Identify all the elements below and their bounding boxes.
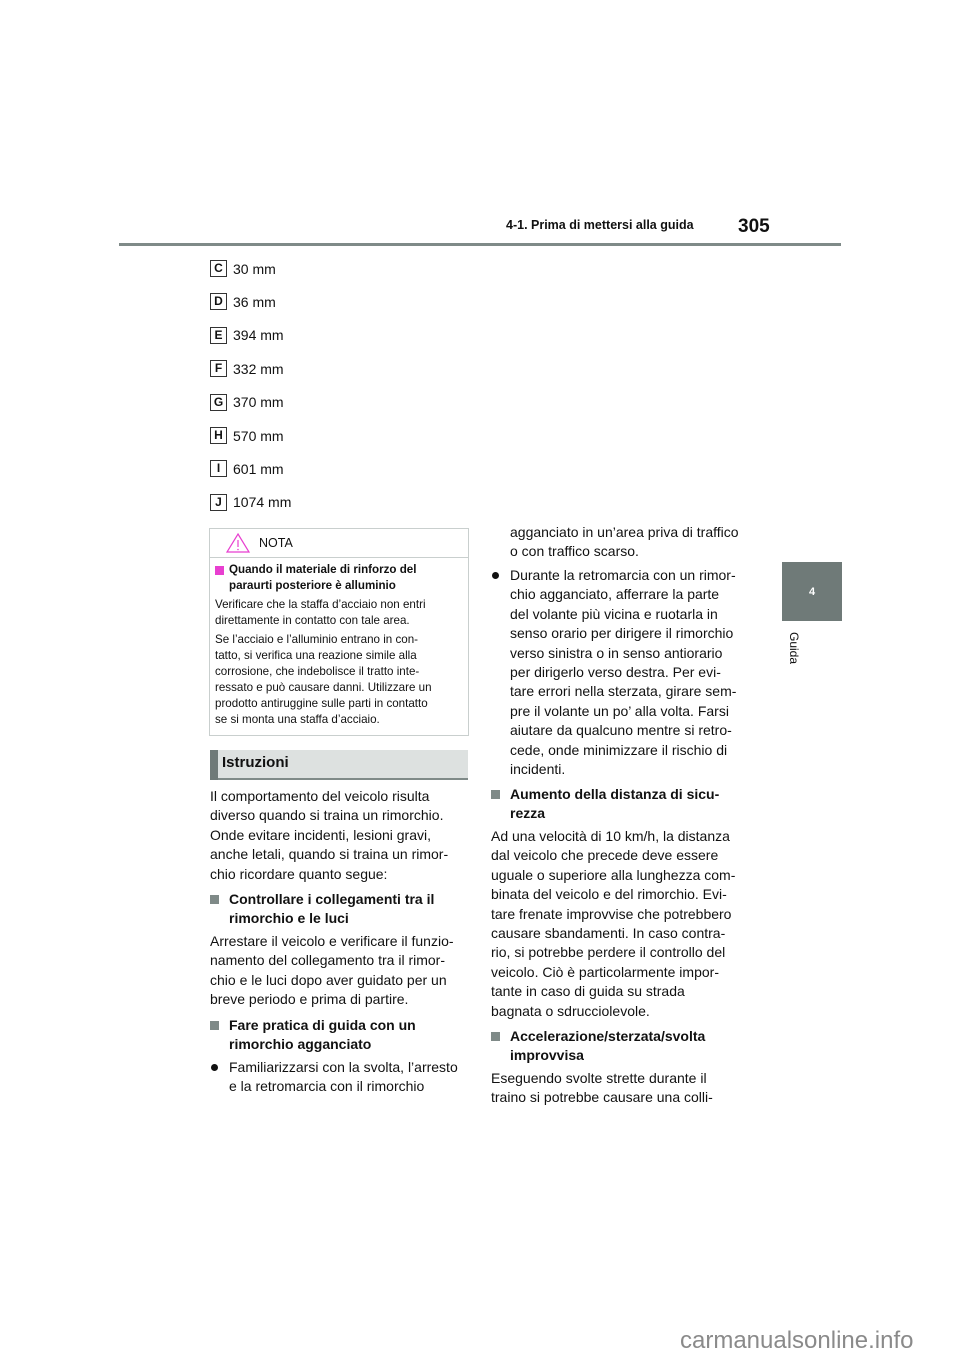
text-line: traino si potrebbe causare una colli- [491,1089,713,1106]
text-line: se si monta una staffa d’acciaio. [215,713,380,726]
dimension-key: E [210,327,227,344]
bullet-item [210,1058,458,1097]
text-line: uguale o superiore alla lunghezza com- [491,866,736,883]
text-line: namento del collegamento tra il rimor- [210,952,445,969]
text-line: senso orario per dirigere il rimorchio [510,625,734,642]
paragraph [210,932,454,1010]
dimension-row [210,293,276,310]
dimension-key: F [210,360,227,377]
text-line: breve periodo e prima di partire. [210,991,409,1008]
intro-paragraph [210,787,448,884]
section-title: Istruzioni [222,754,289,771]
page-number: 305 [738,216,770,237]
text-line: per dirigerlo verso destra. Per evi- [510,664,721,681]
watermark[interactable]: carmanualsonline.info [680,1327,914,1354]
dimension-row [210,394,284,411]
text-line: chio ricordare quanto segue: [210,865,388,882]
dimension-row [210,494,291,511]
text-line: bagnata o sdrucciolevole. [491,1002,650,1019]
text-line: diverso quando si traina un rimorchio. [210,807,444,824]
text-line: chio e le luci dopo aver guidato per un [210,971,447,988]
text-line: Arrestare il veicolo e verificare il funzio- [210,933,454,949]
dimension-row [210,327,284,344]
text-line: cede, onde minimizzare il rischio di [510,741,728,758]
chapter-label: Guida [787,632,801,665]
text-line: incidenti. [510,761,566,778]
bullet-continuation [510,523,739,562]
dimension-value: 30 mm [233,260,276,277]
text-line: rezza [510,805,546,822]
dimension-row [210,360,284,377]
text-line: tare errori nella sterzata, girare sem- [510,683,737,700]
text-line: verso sinistra o in senso antiorario [510,644,723,661]
dimension-row [210,427,284,444]
bullet-item [491,566,736,779]
dimension-row [210,460,284,477]
dimension-value: 36 mm [233,293,276,310]
nota-heading [229,562,463,594]
text-line: Onde evitare incidenti, lesioni gravi, [210,826,432,843]
dimension-key: D [210,293,227,310]
chapter-tab[interactable]: 4 [782,562,842,621]
subheading [491,785,719,824]
dimension-value: 332 mm [233,360,284,377]
text-line: Fare pratica di guida con un [229,1017,416,1033]
dimension-row [210,260,276,277]
text-line: improvvisa [510,1047,584,1064]
text-line: paraurti posteriore è alluminio [229,579,396,592]
text-line: Familiarizzarsi con la svolta, l’arresto [229,1059,458,1075]
dimension-key: J [210,494,227,511]
text-line: Accelerazione/sterzata/svolta [510,1028,706,1044]
text-line: ressato e può causare danni. Utilizzare un [215,681,432,694]
text-line: rio, si potrebbe perdere il controllo del [491,944,726,961]
text-line: rimorchio e le luci [229,910,349,927]
text-line: o con traffico scarso. [510,543,639,560]
subheading [210,890,434,929]
nota-paragraph [215,597,463,629]
text-line: e la retromarcia con il rimorchio [229,1078,425,1095]
dimension-value: 601 mm [233,460,284,477]
text-line: tatto, si verifica una reazione simile alla [215,649,417,662]
text-line: Aumento della distanza di sicu- [510,786,720,802]
text-line: aiutare da qualcuno mentre si retro- [510,722,732,739]
nota-paragraph [215,632,463,728]
text-line: tante in caso di guida su strada [491,983,685,1000]
text-line: Il comportamento del veicolo risulta [210,788,430,804]
dimension-key: G [210,394,227,411]
text-line: Eseguendo svolte strette durante il [491,1070,707,1086]
dimension-value: 370 mm [233,394,284,411]
dimension-value: 1074 mm [233,494,292,511]
text-line: anche letali, quando si traina un rimor- [210,846,449,863]
text-line: direttamente in contatto con tale area. [215,614,410,627]
text-line: Se l’acciaio e l’alluminio entrano in con- [215,633,418,646]
text-line: Verificare che la staffa d’acciaio non entri [215,598,426,611]
pink-square-bullet [215,566,224,575]
text-line: chio agganciato, afferrare la parte [510,586,720,603]
text-line: Quando il materiale di rinforzo del [229,563,417,576]
subheading [210,1016,416,1055]
subheading [491,1027,705,1066]
text-line: causare sbandamenti. In caso contra- [491,925,726,942]
text-line: tare frenate improvvise che potrebbero [491,905,732,922]
text-line: Controllare i collegamenti tra il [229,891,435,907]
dimension-key: C [210,260,227,277]
text-line: binata del veicolo e del rimorchio. Evi- [491,886,727,903]
dimension-value: 570 mm [233,427,284,444]
text-line: pre il volante un po’ alla volta. Farsi [510,702,729,719]
text-line: corrosione, che indebolisce il tratto inte- [215,665,420,678]
nota-box [209,528,469,736]
text-line: Ad una velocità di 10 km/h, la distanza [491,828,730,844]
paragraph [491,827,735,1021]
text-line: del volante più vicina e ruotarla in [510,605,718,622]
text-line: agganciato in un’area priva di traffico [510,524,739,540]
nota-title: NOTA [259,536,293,550]
text-line: Durante la retromarcia con un rimor- [510,567,736,583]
warning-icon [225,532,251,554]
text-line: rimorchio agganciato [229,1036,372,1053]
dimension-key: H [210,427,227,444]
text-line: dal veicolo che precede deve essere [491,847,719,864]
header-rule [119,243,841,246]
section-header [210,750,468,780]
paragraph [491,1069,713,1108]
text-line: prodotto antiruggine sulle parti in contatto [215,697,428,710]
dimension-value: 394 mm [233,327,284,344]
header-section: 4-1. Prima di mettersi alla guida [506,218,694,232]
dimension-key: I [210,460,227,477]
text-line: veicolo. Ciò è particolarmente impor- [491,963,719,980]
